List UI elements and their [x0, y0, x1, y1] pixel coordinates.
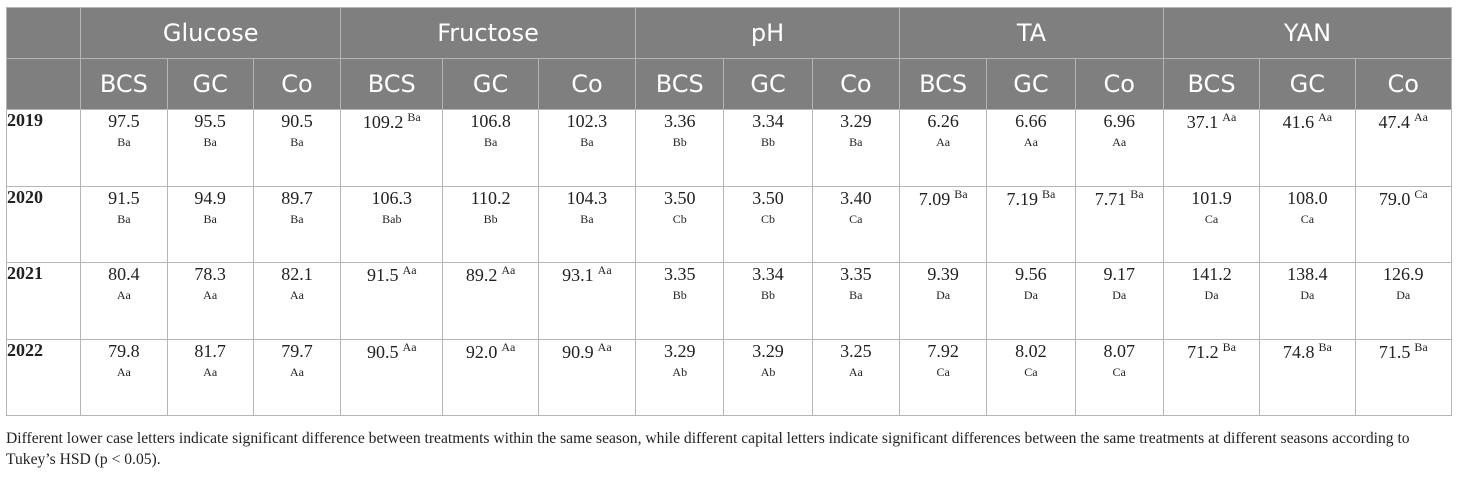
data-cell [899, 263, 986, 340]
table-row [7, 186, 1452, 263]
significance-letters: Ca [849, 211, 863, 226]
data-cell [812, 110, 899, 187]
cell-value: 3.40 [840, 187, 872, 208]
header-corner [7, 8, 81, 59]
data-cell [1260, 263, 1355, 340]
significance-letters: Ba [1318, 339, 1332, 354]
cell-value: 97.5 [108, 111, 140, 131]
table-row [7, 339, 1452, 416]
cell-value: 102.3 [566, 111, 608, 131]
sub-header-bcs: BCS [341, 59, 443, 110]
cell-value: 80.4 [108, 264, 140, 284]
data-cell [1163, 263, 1259, 340]
cell-value: 78.3 [194, 264, 226, 284]
data-cell [812, 339, 899, 416]
significance-letters: Da [1204, 288, 1219, 302]
data-cell [538, 110, 635, 187]
significance-letters: Cb [761, 211, 776, 226]
data-cell [1355, 339, 1451, 416]
results-table [6, 7, 1452, 416]
data-cell [1163, 110, 1259, 187]
cell-value: 7.09 [918, 188, 951, 209]
significance-letters: Ba [580, 135, 594, 149]
significance-letters: Ba [203, 211, 217, 226]
cell-value: 3.50 [752, 187, 784, 208]
significance-letters: Aa [936, 135, 951, 149]
cell-value: 94.9 [194, 187, 226, 208]
significance-letters: Ba [117, 211, 131, 226]
sub-header-bcs: BCS [81, 59, 167, 110]
data-cell [341, 186, 443, 263]
cell-value: 74.8 [1282, 341, 1315, 362]
cell-value: 89.7 [281, 187, 313, 208]
cell-value: 141.2 [1191, 264, 1232, 284]
cell-value: 8.02 [1015, 340, 1047, 361]
significance-letters: Aa [1222, 110, 1237, 124]
cell-value: 92.0 [465, 341, 498, 362]
significance-letters: Ba [954, 186, 968, 201]
data-cell [81, 263, 167, 340]
cell-value: 6.26 [927, 111, 959, 131]
sub-header-gc: GC [724, 59, 812, 110]
data-cell [899, 186, 986, 263]
significance-letters: Bab [382, 211, 402, 226]
cell-value: 3.50 [663, 187, 696, 208]
cell-value: 106.8 [470, 111, 511, 131]
data-cell [1355, 263, 1451, 340]
data-cell [636, 110, 724, 187]
row-year: 2020 [7, 186, 81, 263]
data-cell [253, 110, 340, 187]
cell-value: 7.92 [927, 340, 959, 361]
significance-letters: Ba [1414, 339, 1428, 354]
sub-header-gc: GC [167, 59, 253, 110]
significance-letters: Ca [936, 364, 950, 379]
cell-value: 90.5 [367, 341, 399, 362]
cell-value: 47.4 [1378, 112, 1410, 132]
significance-letters: Aa [402, 339, 417, 354]
sub-header-gc: GC [443, 59, 538, 110]
data-cell [341, 339, 443, 416]
significance-letters: Aa [402, 263, 417, 277]
data-cell [81, 186, 167, 263]
data-cell [1260, 110, 1355, 187]
cell-value: 6.66 [1015, 111, 1047, 131]
cell-value: 108.0 [1287, 187, 1328, 208]
data-cell [1075, 186, 1163, 263]
cell-value: 79.0 [1378, 188, 1411, 209]
data-cell [987, 263, 1075, 340]
significance-letters: Da [1396, 288, 1411, 302]
significance-letters: Aa [116, 288, 131, 302]
cell-value: 104.3 [566, 187, 608, 208]
significance-letters: Da [1112, 288, 1127, 302]
significance-letters: Aa [203, 364, 218, 379]
significance-letters: Bb [672, 135, 687, 149]
significance-letters: Aa [597, 263, 612, 277]
data-cell [812, 263, 899, 340]
cell-value: 3.25 [840, 340, 872, 361]
significance-letters: Ca [1414, 186, 1428, 201]
cell-value: 9.56 [1015, 264, 1047, 284]
cell-value: 6.96 [1103, 111, 1135, 131]
cell-value: 3.34 [752, 111, 784, 131]
data-cell [167, 263, 253, 340]
data-cell [538, 339, 635, 416]
cell-value: 3.29 [663, 340, 696, 361]
group-header-fructose: Fructose [341, 8, 636, 59]
cell-value: 8.07 [1103, 340, 1135, 361]
significance-letters: Ba [117, 135, 131, 149]
cell-value: 71.5 [1378, 341, 1411, 362]
significance-letters: Aa [1112, 135, 1127, 149]
data-cell [1075, 263, 1163, 340]
significance-letters: Ab [672, 364, 688, 379]
data-cell [443, 186, 538, 263]
significance-letters: Bb [761, 288, 776, 302]
data-cell [1163, 339, 1259, 416]
sub-header-gc: GC [987, 59, 1075, 110]
table-body [7, 110, 1452, 416]
group-header-row [7, 8, 1452, 59]
header-corner-sub [7, 59, 81, 110]
cell-value: 9.17 [1103, 264, 1135, 284]
data-cell [724, 263, 812, 340]
significance-letters: Aa [501, 263, 516, 277]
cell-value: 138.4 [1287, 264, 1328, 284]
cell-value: 7.19 [1006, 188, 1038, 209]
data-cell [636, 263, 724, 340]
sub-header-gc: GC [1260, 59, 1355, 110]
data-cell [724, 339, 812, 416]
sub-header-co: Co [538, 59, 635, 110]
sub-header-co: Co [812, 59, 899, 110]
cell-value: 90.9 [562, 341, 594, 362]
cell-value: 3.29 [840, 111, 872, 131]
table-footnote: Different lower case letters indicate significant difference between treatments within the same season, while different capital letters indicate significant differences between the same treatments at different seasons according to Tukey’s HSD (p < 0.05). [6, 430, 1410, 468]
data-cell [899, 339, 986, 416]
significance-letters: Da [1023, 288, 1038, 302]
data-cell [253, 186, 340, 263]
data-cell [987, 186, 1075, 263]
data-cell [341, 110, 443, 187]
sub-header-row [7, 59, 1452, 110]
data-cell [636, 339, 724, 416]
cell-value: 37.1 [1186, 112, 1219, 132]
significance-letters: Ba [1130, 186, 1144, 201]
significance-letters: Ca [1024, 364, 1038, 379]
sub-header-co: Co [253, 59, 340, 110]
group-header-ph: pH [636, 8, 900, 59]
sub-header-bcs: BCS [899, 59, 986, 110]
significance-letters: Ca [1112, 364, 1126, 379]
significance-letters: Aa [1414, 110, 1428, 124]
cell-value: 7.71 [1094, 188, 1127, 209]
cell-value: 41.6 [1282, 112, 1315, 132]
cell-value: 126.9 [1383, 264, 1424, 284]
cell-value: 91.5 [108, 187, 140, 208]
significance-letters: Ba [407, 110, 421, 124]
data-cell [81, 339, 167, 416]
cell-value: 81.7 [194, 340, 226, 361]
data-cell [1075, 110, 1163, 187]
group-header-glucose: Glucose [81, 8, 341, 59]
data-cell [1355, 186, 1451, 263]
significance-letters: Aa [289, 288, 304, 302]
significance-letters: Ca [1204, 211, 1219, 226]
cell-value: 71.2 [1187, 341, 1219, 362]
cell-value: 79.8 [108, 340, 140, 361]
sub-header-bcs: BCS [1163, 59, 1259, 110]
data-cell [253, 263, 340, 340]
significance-letters: Ba [1041, 186, 1056, 201]
group-header-yan: YAN [1163, 8, 1451, 59]
sub-header-co: Co [1075, 59, 1163, 110]
cell-value: 110.2 [470, 187, 511, 208]
significance-letters: Aa [116, 364, 131, 379]
cell-value: 3.34 [752, 264, 784, 284]
significance-letters: Aa [848, 364, 863, 379]
cell-value: 91.5 [367, 265, 399, 285]
data-cell [253, 339, 340, 416]
significance-letters: Ba [1222, 339, 1236, 354]
significance-letters: Ca [1300, 211, 1315, 226]
data-cell [443, 263, 538, 340]
row-year: 2022 [7, 339, 81, 416]
data-cell [538, 263, 635, 340]
significance-letters: Ba [290, 135, 304, 149]
significance-letters: Aa [597, 339, 612, 354]
significance-letters: Cb [672, 211, 687, 226]
data-cell [167, 339, 253, 416]
data-cell [987, 110, 1075, 187]
table-row [7, 263, 1452, 340]
significance-letters: Aa [501, 339, 516, 354]
data-cell [1163, 186, 1259, 263]
cell-value: 3.29 [752, 340, 784, 361]
row-year: 2019 [7, 110, 81, 187]
significance-letters: Da [936, 288, 951, 302]
cell-value: 89.2 [465, 265, 498, 285]
data-cell [341, 263, 443, 340]
cell-value: 90.5 [281, 111, 313, 131]
data-cell [724, 110, 812, 187]
data-cell [899, 110, 986, 187]
data-cell [1260, 339, 1355, 416]
data-cell [167, 110, 253, 187]
significance-letters: Ba [290, 211, 304, 226]
table-row [7, 110, 1452, 187]
cell-value: 79.7 [281, 340, 313, 361]
data-cell [987, 339, 1075, 416]
data-cell [167, 186, 253, 263]
data-cell [1355, 110, 1451, 187]
cell-value: 93.1 [562, 265, 594, 285]
cell-value: 101.9 [1191, 187, 1232, 208]
significance-letters: Ba [849, 288, 863, 302]
significance-letters: Aa [289, 364, 304, 379]
significance-letters: Ba [483, 135, 498, 149]
sub-header-bcs: BCS [636, 59, 724, 110]
data-cell [538, 186, 635, 263]
significance-letters: Ba [203, 135, 217, 149]
row-year: 2021 [7, 263, 81, 340]
data-cell [443, 339, 538, 416]
group-header-ta: TA [899, 8, 1163, 59]
data-cell [724, 186, 812, 263]
significance-letters: Da [1300, 288, 1315, 302]
data-cell [1075, 339, 1163, 416]
cell-value: 95.5 [194, 111, 226, 131]
significance-letters: Bb [672, 288, 687, 302]
cell-value: 3.35 [663, 264, 696, 284]
sub-header-co: Co [1355, 59, 1451, 110]
data-cell [81, 110, 167, 187]
data-cell [636, 186, 724, 263]
cell-value: 106.3 [371, 187, 413, 208]
cell-value: 3.36 [663, 111, 696, 131]
cell-value: 3.35 [840, 264, 872, 284]
cell-value: 9.39 [927, 264, 959, 284]
data-cell [443, 110, 538, 187]
cell-value: 109.2 [362, 112, 404, 132]
data-cell [1260, 186, 1355, 263]
significance-letters: Ba [580, 211, 594, 226]
significance-letters: Aa [1318, 110, 1333, 124]
significance-letters: Bb [483, 211, 498, 226]
significance-letters: Bb [761, 135, 776, 149]
data-cell [812, 186, 899, 263]
significance-letters: Ba [849, 135, 863, 149]
significance-letters: Ab [760, 364, 776, 379]
significance-letters: Aa [1023, 135, 1038, 149]
cell-value: 82.1 [281, 264, 313, 284]
significance-letters: Aa [203, 288, 218, 302]
